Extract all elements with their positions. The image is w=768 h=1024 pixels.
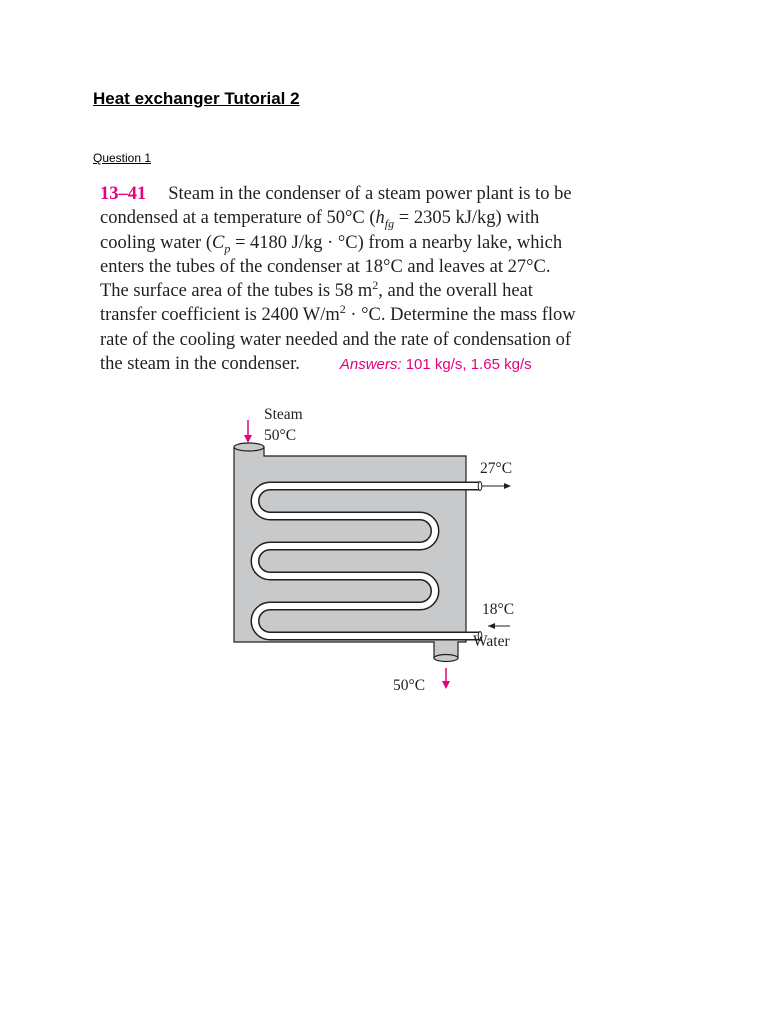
problem-line-6-post: · °C. Determine the mass flow	[345, 305, 576, 326]
problem-line-3	[100, 231, 680, 255]
problem-line-6	[100, 303, 680, 327]
water-label: Water	[473, 633, 510, 650]
problem-line-2-pre: condensed at a temperature of 50°C (	[100, 208, 376, 229]
problem-line-1-text: Steam in the condenser of a steam power plant is to be	[168, 184, 572, 204]
problem-line-3-post: = 4180 J/kg · °C) from a nearby lake, which	[230, 232, 563, 253]
condensate-outlet-opening	[434, 655, 458, 662]
problem-line-4: enters the tubes of the condenser at 18°C and leaves at 27°C.	[100, 256, 551, 277]
answers-label: Answers:	[339, 356, 402, 374]
problem-line-2-post: = 2305 kJ/kg) with	[394, 208, 540, 229]
problem-line-3-pre: cooling water (	[100, 232, 212, 253]
coefficient-superscript: 2	[339, 302, 346, 317]
cp-symbol: C	[212, 232, 225, 253]
water-inlet-temp: 18°C	[482, 601, 515, 618]
steam-inlet-temp: 50°C	[264, 427, 297, 444]
steam-inlet-arrow	[244, 420, 252, 443]
water-outlet-temp: 27°C	[480, 460, 513, 477]
water-outlet-arrow	[482, 483, 511, 489]
answers-value: 101 kg/s, 1.65 kg/s	[401, 356, 532, 374]
problem-line-6-pre: transfer coefficient is 2400 W/m	[100, 305, 340, 326]
answers	[340, 356, 532, 373]
area-superscript: 2	[372, 278, 379, 293]
problem-line-8	[100, 352, 680, 377]
problem-line-5-pre: The surface area of the tubes is 58 m	[100, 281, 373, 302]
problem-line-8-text: the steam in the condenser.	[100, 354, 300, 375]
condenser-shell	[234, 447, 466, 658]
tube-outlet-end	[478, 482, 482, 491]
document-title: Heat exchanger Tutorial 2	[93, 89, 300, 108]
condensate-outlet-arrow	[442, 668, 450, 689]
steam-inlet-opening	[234, 443, 264, 451]
problem-line-5-post: , and the overall heat	[378, 281, 533, 302]
steam-label: Steam	[264, 406, 303, 423]
condenser-figure	[230, 400, 550, 700]
hfg-subscript: fg	[384, 216, 395, 231]
condensate-temp: 50°C	[393, 677, 426, 694]
problem-statement	[100, 182, 680, 377]
problem-line-2	[100, 206, 680, 230]
water-inlet-arrow	[488, 623, 510, 629]
problem-line-1	[100, 182, 680, 206]
hfg-symbol: h	[375, 208, 385, 229]
condenser-diagram	[230, 400, 550, 700]
problem-line-5	[100, 279, 680, 303]
cp-subscript: p	[224, 241, 231, 256]
problem-number: 13–41	[100, 184, 147, 204]
problem-line-7: rate of the cooling water needed and the rate of condensation of	[100, 329, 572, 350]
question-label: Question 1	[93, 151, 152, 165]
